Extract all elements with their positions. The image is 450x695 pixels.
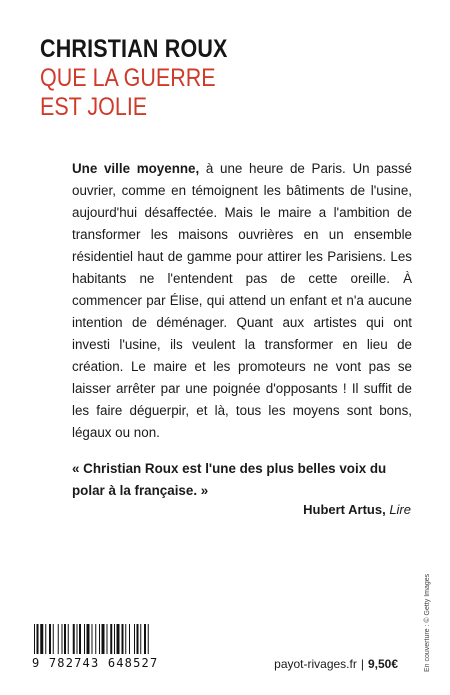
barcode-bar: [84, 624, 85, 654]
barcode-bar: [68, 624, 69, 654]
barcode-bar: [58, 624, 59, 654]
publisher-price-line: [274, 657, 398, 671]
isbn-number: 9 782743 648527: [32, 656, 159, 670]
press-quote: « Christian Roux est l'une des plus belles voix du polar à la française. »: [72, 461, 387, 498]
publisher-website: payot-rivages.fr: [274, 657, 357, 671]
blurb-body: à une heure de Paris. Un passé ouvrier, comme en témoignent les bâtiments de l'usine, aujourd'hui désaffectée. Mais le maire a l'ambition de transformer les maisons ouvrières en un ensemble résidentiel haut de gamme pour attirer les Parisiens. Les habitants ne l'entendent pas de cette oreille. À commencer par Élise, qui attend un enfant et n'a aucune intention de déménager. Quant aux artistes qui ont investi l'usine, ils veulent la transformer en lieu de création. Le maire et les promoteurs ne vont pas se laisser arrêter par une poignée d'opposants ! Il suffit de les faire déguerpir, et là, tous les moyens sont bons, légaux ou non.: [72, 161, 412, 440]
barcode-bar: [144, 624, 146, 654]
barcode-bar: [73, 624, 75, 654]
barcode-bar: [122, 624, 124, 654]
quote-attribution: [303, 502, 411, 517]
barcode-bar: [114, 624, 115, 654]
book-title-line-1: QUE LA GUERRE: [40, 64, 216, 92]
quote-author: Hubert Artus,: [303, 502, 386, 517]
barcode-bar: [92, 624, 93, 654]
barcode-bar: [37, 624, 39, 654]
barcode-bar: [110, 624, 112, 654]
blurb-text: [72, 158, 412, 444]
barcode-bar: [129, 624, 130, 654]
barcode-bar: [45, 624, 46, 654]
barcode-bar: [99, 624, 100, 654]
separator: |: [360, 657, 364, 671]
blurb-lead: Une ville moyenne,: [72, 161, 200, 176]
barcode-bar: [117, 624, 120, 654]
barcode-bar: [49, 624, 51, 654]
author-name: CHRISTIAN ROUX: [40, 35, 228, 63]
barcode-bar: [125, 624, 126, 654]
quote-source: Lire: [389, 502, 411, 517]
barcode-bar: [34, 624, 35, 654]
barcode-bar: [134, 624, 135, 654]
barcode-bar: [95, 624, 96, 654]
barcode-bar: [107, 624, 108, 654]
barcode-bar: [79, 624, 81, 654]
barcode-bar: [140, 624, 141, 654]
barcode-bar: [102, 624, 105, 654]
book-price: 9,50€: [367, 657, 398, 671]
barcode-bar: [137, 624, 139, 654]
cover-credit: En couverture : © Getty Images: [424, 573, 431, 672]
barcode-bar: [77, 624, 78, 654]
book-title-line-2: EST JOLIE: [40, 93, 148, 121]
barcode-bar: [87, 624, 90, 654]
barcode-bar: [64, 624, 66, 654]
barcode-bar: [40, 624, 43, 654]
barcode-bar: [148, 624, 149, 654]
barcode-bar: [53, 624, 54, 654]
barcode-bar: [62, 624, 63, 654]
